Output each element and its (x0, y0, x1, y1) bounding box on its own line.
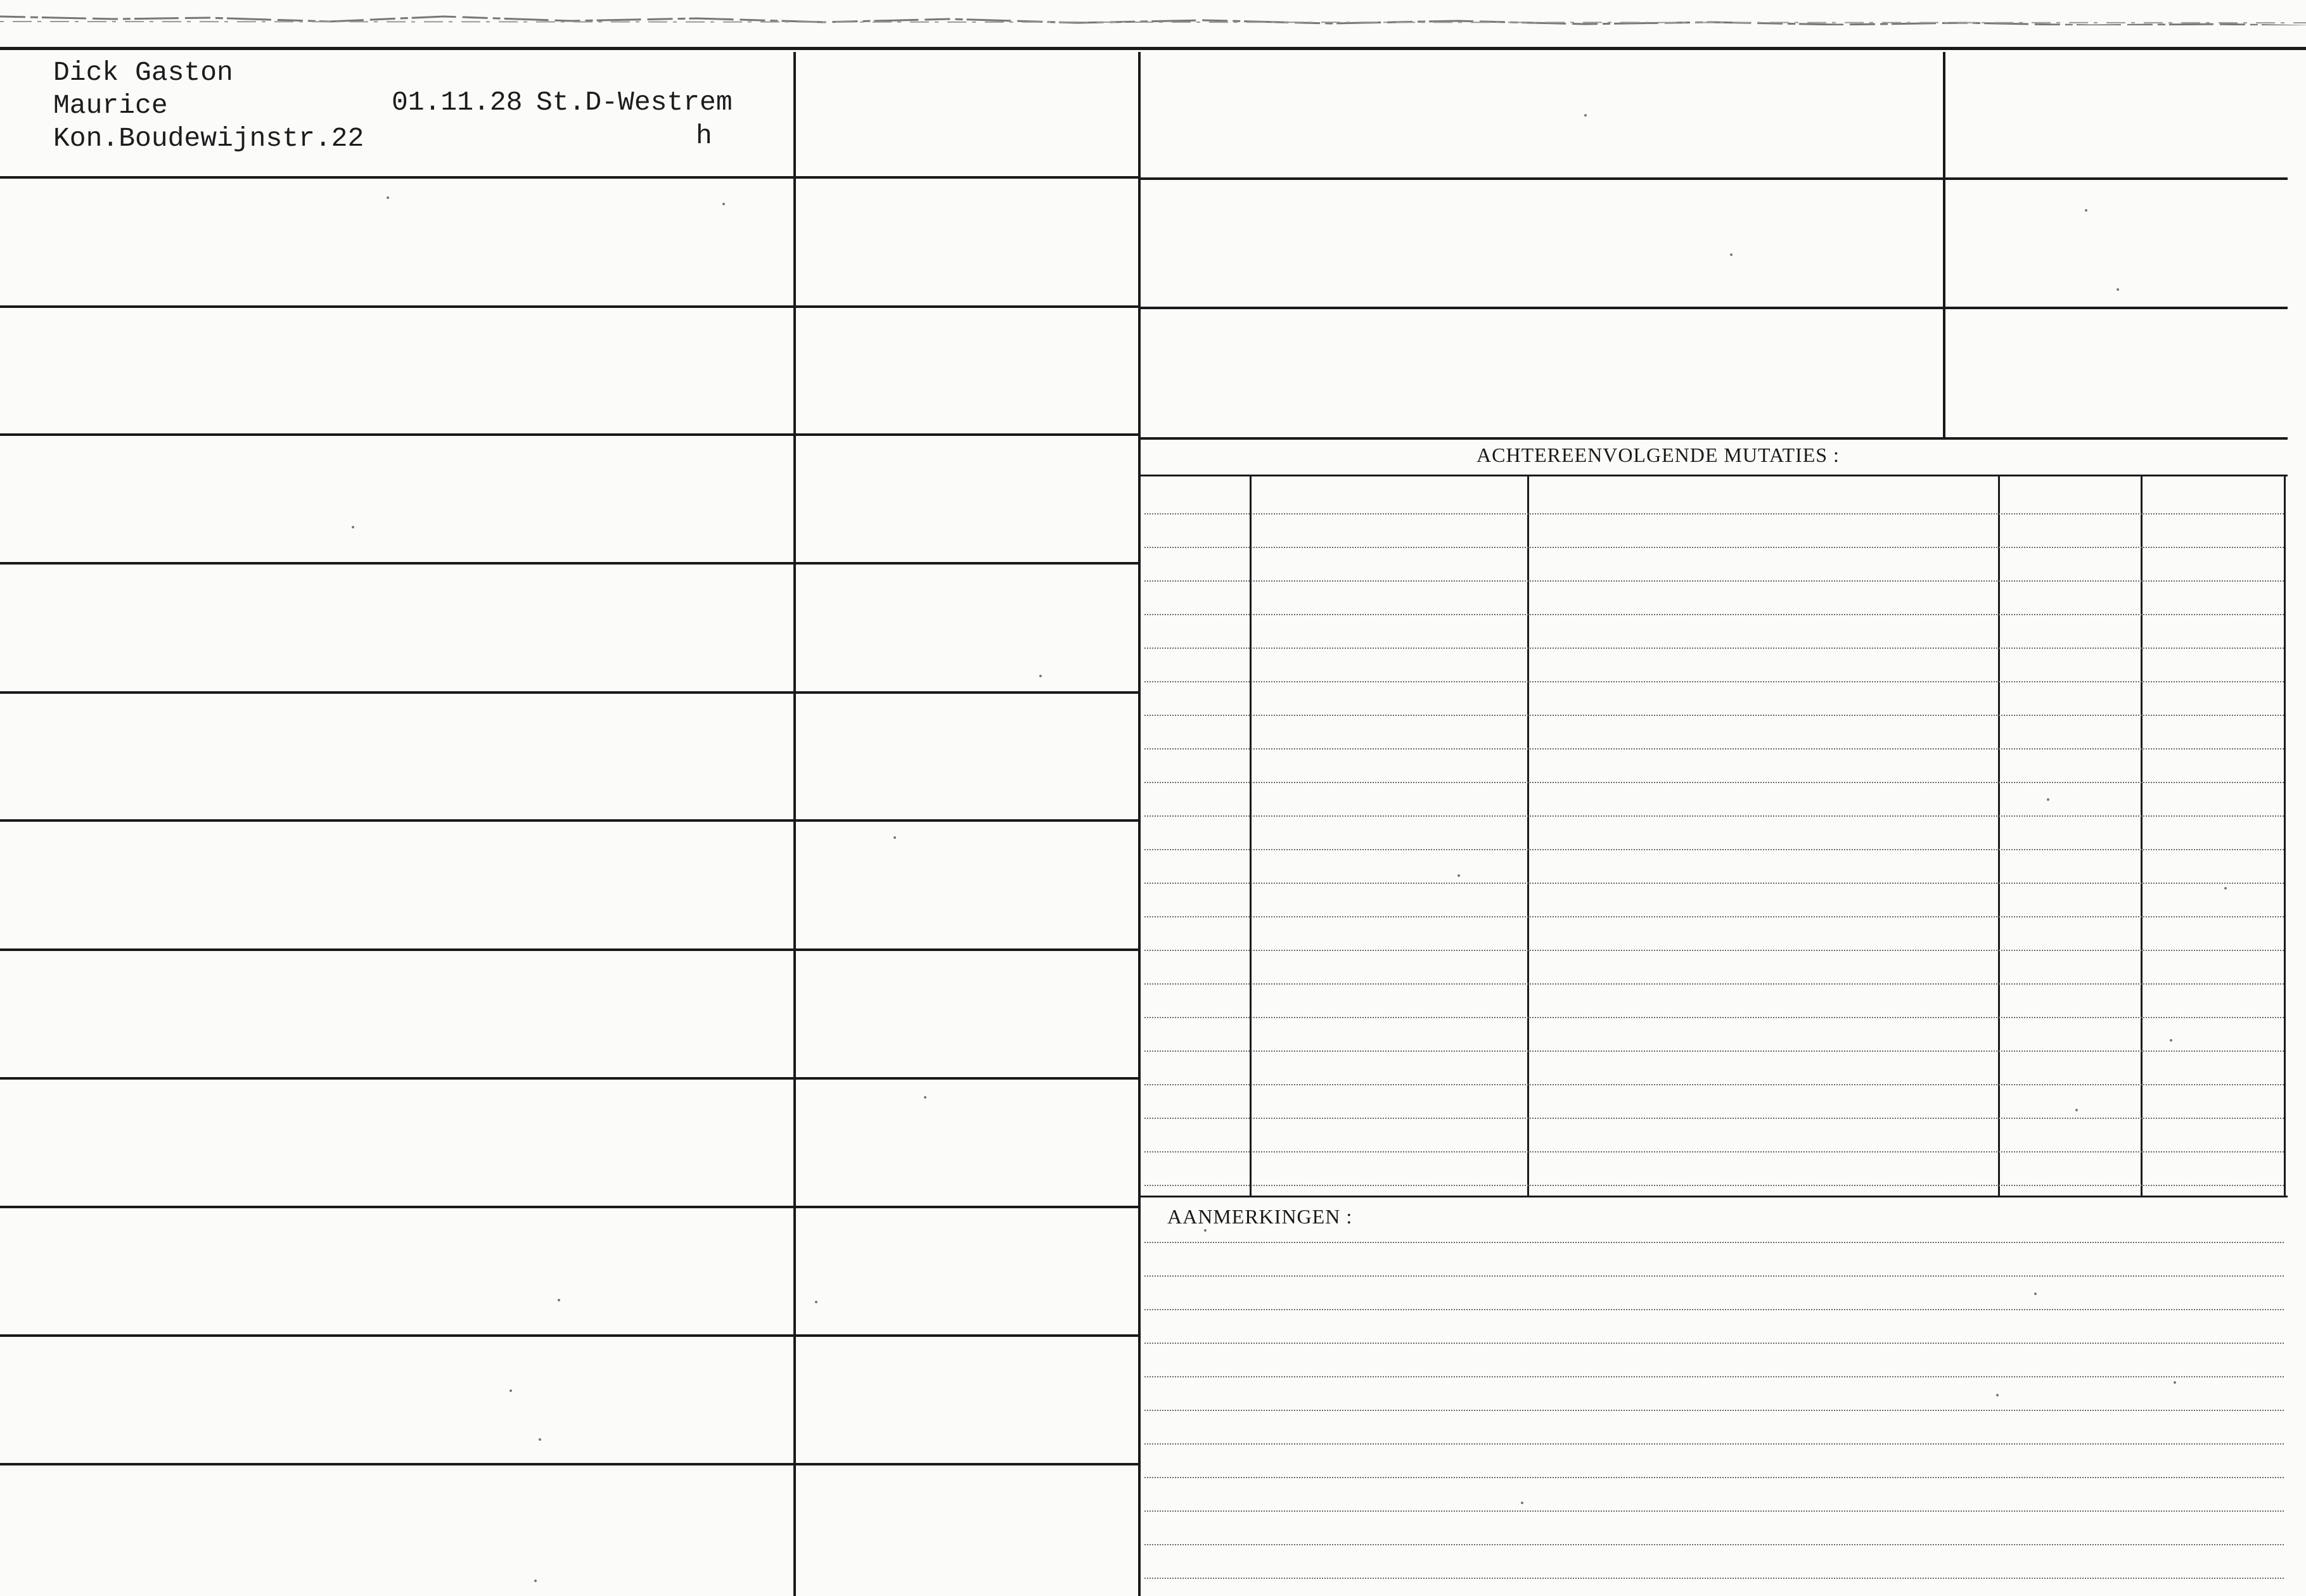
mutations-ruled-line (1144, 1050, 2284, 1052)
mutations-bottom-line (1141, 1196, 2288, 1197)
left-row-line (0, 176, 1138, 179)
left-row-line (0, 562, 1138, 565)
mutations-ruled-line (1144, 782, 2284, 783)
scan-speck (558, 1299, 560, 1301)
mutations-ruled-line (1144, 547, 2284, 548)
mutations-col-line (1527, 476, 1529, 1196)
remarks-ruled-line (1144, 1544, 2284, 1545)
mutations-col-line (1998, 476, 2000, 1196)
remarks-ruled-line (1144, 1477, 2284, 1478)
left-row-line (0, 433, 1138, 436)
middle-divider (1138, 52, 1141, 1596)
mutations-ruled-line (1144, 614, 2284, 615)
mutations-ruled-line (1144, 1017, 2284, 1018)
mutations-ruled-line (1144, 748, 2284, 750)
top-border (0, 47, 2306, 50)
left-row-line (0, 691, 1138, 694)
remarks-ruled-line (1144, 1510, 2284, 1512)
person-address: Kon.Boudewijnstr.22 (53, 123, 364, 154)
remarks-ruled-line (1144, 1242, 2284, 1243)
scan-speck (1204, 1229, 1207, 1232)
right-box-line (1141, 307, 2288, 309)
status-mark: h (696, 120, 712, 151)
mutations-col-line (2284, 476, 2286, 1196)
mutations-ruled-line (1144, 883, 2284, 884)
mutations-ruled-line (1144, 648, 2284, 649)
scan-speck (1039, 675, 1042, 677)
scan-speck (539, 1438, 541, 1441)
mutations-ruled-line (1144, 715, 2284, 716)
scan-speck (2174, 1381, 2176, 1384)
scan-speck (1730, 253, 1733, 256)
scan-speck (387, 196, 389, 199)
scan-speck (1521, 1502, 1523, 1504)
mutations-col-line (2141, 476, 2143, 1196)
remarks-ruled-line (1144, 1578, 2284, 1579)
mutations-header: ACHTEREENVOLGENDE MUTATIES : (1476, 444, 1840, 466)
scan-speck (2170, 1039, 2172, 1042)
scan-speck (722, 203, 725, 205)
scan-speck (2117, 288, 2119, 291)
scan-speck (1996, 1394, 1999, 1396)
scan-speck (815, 1301, 817, 1303)
scan-speck (2224, 887, 2227, 890)
scan-noise (0, 0, 2306, 25)
mutations-header-line (1141, 475, 2288, 476)
birth-place: St.D-Westrem (536, 87, 733, 118)
remarks-ruled-line (1144, 1443, 2284, 1445)
person-name-line2: Maurice (53, 90, 168, 121)
remarks-ruled-line (1144, 1376, 2284, 1377)
left-row-line (0, 1077, 1138, 1080)
mutations-ruled-line (1144, 580, 2284, 582)
left-row-line (0, 1206, 1138, 1208)
right-upper-divider (1943, 52, 1945, 437)
mutations-ruled-line (1144, 983, 2284, 985)
mutations-ruled-line (1144, 513, 2284, 514)
mutations-ruled-line (1144, 950, 2284, 951)
mutations-ruled-line (1144, 1185, 2284, 1186)
scan-speck (352, 526, 354, 528)
scan-speck (2075, 1109, 2078, 1111)
birth-date: 01.11.28 (392, 87, 523, 118)
remarks-header: AANMERKINGEN : (1167, 1205, 1353, 1228)
mutations-ruled-line (1144, 916, 2284, 917)
mutations-ruled-line (1144, 1151, 2284, 1152)
remarks-ruled-line (1144, 1275, 2284, 1277)
person-name-line1: Dick Gaston (53, 57, 233, 88)
mutations-ruled-line (1144, 849, 2284, 850)
left-row-line (0, 819, 1138, 822)
mutations-ruled-line (1144, 1084, 2284, 1085)
remarks-ruled-line (1144, 1410, 2284, 1411)
mutations-ruled-line (1144, 681, 2284, 682)
remarks-ruled-line (1144, 1309, 2284, 1310)
mutations-ruled-line (1144, 815, 2284, 817)
scan-speck (509, 1389, 512, 1392)
left-divider (793, 52, 796, 1596)
left-row-line (0, 305, 1138, 308)
scan-speck (1457, 874, 1460, 877)
remarks-ruled-line (1144, 1343, 2284, 1344)
scan-speck (1584, 114, 1587, 117)
scan-speck (534, 1580, 537, 1582)
mutations-ruled-line (1144, 1118, 2284, 1119)
scan-speck (2047, 798, 2049, 801)
scan-speck (924, 1096, 926, 1099)
right-box-line (1141, 437, 2288, 440)
scan-speck (2034, 1293, 2037, 1295)
left-row-line (0, 1334, 1138, 1337)
left-row-line (0, 948, 1138, 951)
mutations-col-line (1250, 476, 1252, 1196)
scan-speck (894, 836, 896, 839)
right-box-line (1141, 177, 2288, 180)
left-row-line (0, 1463, 1138, 1465)
scan-speck (2085, 209, 2087, 212)
